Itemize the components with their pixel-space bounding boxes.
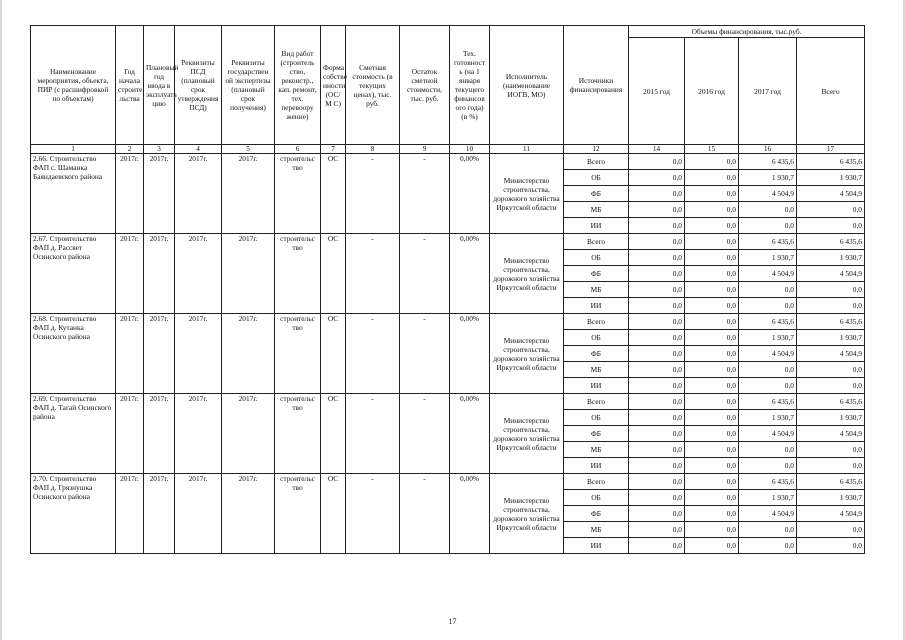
work-type-cell: строительс тво	[275, 234, 321, 314]
start-year-cell: 2017г.	[116, 154, 144, 234]
column-numbers-row	[31, 145, 865, 154]
column-number: 12	[564, 145, 629, 154]
value-2015-cell: 0,0	[629, 298, 685, 314]
value-2017-cell: 6 435,6	[739, 234, 797, 250]
work-type-cell: строительс тво	[275, 314, 321, 394]
value-2016-cell: 0,0	[685, 266, 739, 282]
funding-table	[30, 25, 865, 554]
value-2017-cell: 0,0	[739, 202, 797, 218]
table-row	[31, 394, 865, 410]
funding-source-cell: ФБ	[564, 426, 629, 442]
value-total-cell: 0,0	[797, 522, 865, 538]
object-name: 2.67. Строительство ФАП д. Рассвет Осинского района	[31, 234, 116, 314]
table-row	[31, 314, 865, 330]
funding-source-cell: ИИ	[564, 538, 629, 554]
funding-source-cell: ИИ	[564, 298, 629, 314]
header-executor: Исполнитель (наименование ИОГВ, МО)	[490, 26, 564, 145]
value-2017-cell: 6 435,6	[739, 474, 797, 490]
column-number: 17	[797, 145, 865, 154]
table-row	[31, 474, 865, 490]
value-total-cell: 4 504,9	[797, 506, 865, 522]
readiness-cell: 0,00%	[450, 314, 490, 394]
value-2016-cell: 0,0	[685, 426, 739, 442]
value-total-cell: 0,0	[797, 298, 865, 314]
value-total-cell: 1 930,7	[797, 330, 865, 346]
column-number: 10	[450, 145, 490, 154]
value-2017-cell: 4 504,9	[739, 186, 797, 202]
expertise-cell: 2017г.	[222, 314, 275, 394]
value-2015-cell: 0,0	[629, 202, 685, 218]
executor-cell: Министерство строительства, дорожного хозяйства Иркутской области	[490, 314, 564, 394]
value-2015-cell: 0,0	[629, 458, 685, 474]
funding-source-cell: ОБ	[564, 250, 629, 266]
page-edge-left	[0, 0, 2, 640]
header-name: Наименование мероприятия, объекта, ПИР (с расшифровкой по объектам)	[31, 26, 116, 145]
value-2016-cell: 0,0	[685, 250, 739, 266]
value-total-cell: 6 435,6	[797, 314, 865, 330]
value-2015-cell: 0,0	[629, 346, 685, 362]
column-number: 16	[739, 145, 797, 154]
executor-cell: Министерство строительства, дорожного хозяйства Иркутской области	[490, 474, 564, 554]
funding-source-cell: ИИ	[564, 218, 629, 234]
value-2016-cell: 0,0	[685, 202, 739, 218]
value-2017-cell: 0,0	[739, 282, 797, 298]
header-remainder: Остаток сметной стоимости, тыс. руб.	[400, 26, 450, 145]
value-2015-cell: 0,0	[629, 394, 685, 410]
header-sources: Источники финансирования	[564, 26, 629, 145]
funding-source-cell: Всего	[564, 474, 629, 490]
funding-source-cell: Всего	[564, 314, 629, 330]
value-2015-cell: 0,0	[629, 250, 685, 266]
column-number: 4	[175, 145, 222, 154]
header-start-year: Год начала строите льства	[116, 26, 144, 145]
value-total-cell: 1 930,7	[797, 250, 865, 266]
value-2015-cell: 0,0	[629, 186, 685, 202]
executor-cell: Министерство строительства, дорожного хозяйства Иркутской области	[490, 234, 564, 314]
executor-cell: Министерство строительства, дорожного хозяйства Иркутской области	[490, 154, 564, 234]
header-psd: Реквизиты ПСД (плановый срок утверждения ПСД)	[175, 26, 222, 145]
header-funding-group: Объемы финансирования, тыс.руб.	[629, 26, 865, 38]
readiness-cell: 0,00%	[450, 154, 490, 234]
value-2016-cell: 0,0	[685, 218, 739, 234]
value-2017-cell: 6 435,6	[739, 314, 797, 330]
value-2015-cell: 0,0	[629, 522, 685, 538]
funding-source-cell: МБ	[564, 442, 629, 458]
psd-cell: 2017г.	[175, 394, 222, 474]
object-name: 2.69. Строительство ФАП д. Тагай Осинского района	[31, 394, 116, 474]
value-2016-cell: 0,0	[685, 474, 739, 490]
value-2015-cell: 0,0	[629, 410, 685, 426]
column-number: 11	[490, 145, 564, 154]
header-total: Всего	[797, 38, 865, 145]
value-total-cell: 0,0	[797, 282, 865, 298]
expertise-cell: 2017г.	[222, 234, 275, 314]
funding-source-cell: Всего	[564, 154, 629, 170]
psd-cell: 2017г.	[175, 314, 222, 394]
funding-source-cell: ФБ	[564, 186, 629, 202]
funding-source-cell: ОБ	[564, 170, 629, 186]
header-ownership: Форма собстве нности (ОС/М С)	[321, 26, 346, 145]
ownership-cell: ОС	[321, 154, 346, 234]
value-total-cell: 0,0	[797, 362, 865, 378]
value-2016-cell: 0,0	[685, 442, 739, 458]
value-2015-cell: 0,0	[629, 282, 685, 298]
value-total-cell: 0,0	[797, 218, 865, 234]
value-total-cell: 0,0	[797, 378, 865, 394]
value-2017-cell: 4 504,9	[739, 426, 797, 442]
ownership-cell: ОС	[321, 394, 346, 474]
table-row	[31, 154, 865, 170]
value-2017-cell: 0,0	[739, 458, 797, 474]
estimate-cell: -	[346, 234, 400, 314]
funding-source-cell: МБ	[564, 362, 629, 378]
value-2017-cell: 0,0	[739, 378, 797, 394]
commission-year-cell: 2017г.	[144, 394, 175, 474]
value-2015-cell: 0,0	[629, 474, 685, 490]
value-2015-cell: 0,0	[629, 538, 685, 554]
readiness-cell: 0,00%	[450, 234, 490, 314]
value-2017-cell: 0,0	[739, 218, 797, 234]
value-2016-cell: 0,0	[685, 298, 739, 314]
psd-cell: 2017г.	[175, 234, 222, 314]
expertise-cell: 2017г.	[222, 154, 275, 234]
value-2015-cell: 0,0	[629, 442, 685, 458]
expertise-cell: 2017г.	[222, 394, 275, 474]
value-total-cell: 6 435,6	[797, 394, 865, 410]
funding-source-cell: ИИ	[564, 378, 629, 394]
value-2017-cell: 0,0	[739, 442, 797, 458]
header-readiness: Тех. готовност ь (на 1 января текущего финансов ого года) (в %)	[450, 26, 490, 145]
value-2016-cell: 0,0	[685, 490, 739, 506]
remainder-cell: -	[400, 234, 450, 314]
value-2015-cell: 0,0	[629, 378, 685, 394]
value-total-cell: 6 435,6	[797, 474, 865, 490]
commission-year-cell: 2017г.	[144, 154, 175, 234]
value-2017-cell: 0,0	[739, 298, 797, 314]
header-2015: 2015 год	[629, 38, 685, 145]
column-number: 5	[222, 145, 275, 154]
value-2016-cell: 0,0	[685, 506, 739, 522]
value-2015-cell: 0,0	[629, 506, 685, 522]
value-2017-cell: 1 930,7	[739, 490, 797, 506]
work-type-cell: строительс тво	[275, 474, 321, 554]
estimate-cell: -	[346, 394, 400, 474]
value-2015-cell: 0,0	[629, 362, 685, 378]
psd-cell: 2017г.	[175, 474, 222, 554]
estimate-cell: -	[346, 154, 400, 234]
ownership-cell: ОС	[321, 234, 346, 314]
value-2017-cell: 1 930,7	[739, 410, 797, 426]
value-total-cell: 0,0	[797, 202, 865, 218]
value-2015-cell: 0,0	[629, 426, 685, 442]
column-number: 9	[400, 145, 450, 154]
remainder-cell: -	[400, 314, 450, 394]
value-2016-cell: 0,0	[685, 154, 739, 170]
value-2016-cell: 0,0	[685, 522, 739, 538]
column-number: 6	[275, 145, 321, 154]
value-2016-cell: 0,0	[685, 394, 739, 410]
value-2017-cell: 4 504,9	[739, 346, 797, 362]
value-2016-cell: 0,0	[685, 170, 739, 186]
value-total-cell: 1 930,7	[797, 410, 865, 426]
readiness-cell: 0,00%	[450, 474, 490, 554]
value-2017-cell: 0,0	[739, 362, 797, 378]
value-2016-cell: 0,0	[685, 330, 739, 346]
value-2017-cell: 1 930,7	[739, 250, 797, 266]
value-2015-cell: 0,0	[629, 490, 685, 506]
value-total-cell: 6 435,6	[797, 154, 865, 170]
header-2017: 2017 год	[739, 38, 797, 145]
value-2017-cell: 6 435,6	[739, 394, 797, 410]
value-2016-cell: 0,0	[685, 314, 739, 330]
remainder-cell: -	[400, 474, 450, 554]
value-2015-cell: 0,0	[629, 234, 685, 250]
psd-cell: 2017г.	[175, 154, 222, 234]
value-2015-cell: 0,0	[629, 154, 685, 170]
header-work-type: Вид работ (строитель ство, реконстр., кап. ремонт, тех. перевоору жение)	[275, 26, 321, 145]
value-total-cell: 4 504,9	[797, 266, 865, 282]
value-2017-cell: 6 435,6	[739, 154, 797, 170]
value-2015-cell: 0,0	[629, 330, 685, 346]
column-number: 14	[629, 145, 685, 154]
value-2016-cell: 0,0	[685, 538, 739, 554]
funding-source-cell: МБ	[564, 522, 629, 538]
table-row	[31, 234, 865, 250]
value-2017-cell: 1 930,7	[739, 170, 797, 186]
column-number: 1	[31, 145, 116, 154]
value-total-cell: 0,0	[797, 442, 865, 458]
column-number: 15	[685, 145, 739, 154]
funding-source-cell: Всего	[564, 234, 629, 250]
value-2017-cell: 0,0	[739, 538, 797, 554]
header-2016: 2016 год	[685, 38, 739, 145]
value-2015-cell: 0,0	[629, 266, 685, 282]
table-body	[31, 154, 865, 554]
column-number: 2	[116, 145, 144, 154]
ownership-cell: ОС	[321, 474, 346, 554]
value-2017-cell: 0,0	[739, 522, 797, 538]
remainder-cell: -	[400, 394, 450, 474]
estimate-cell: -	[346, 314, 400, 394]
funding-source-cell: ОБ	[564, 410, 629, 426]
expertise-cell: 2017г.	[222, 474, 275, 554]
column-number: 3	[144, 145, 175, 154]
funding-source-cell: Всего	[564, 394, 629, 410]
column-number: 7	[321, 145, 346, 154]
start-year-cell: 2017г.	[116, 234, 144, 314]
value-2016-cell: 0,0	[685, 458, 739, 474]
value-total-cell: 6 435,6	[797, 234, 865, 250]
funding-source-cell: ОБ	[564, 330, 629, 346]
value-2015-cell: 0,0	[629, 218, 685, 234]
value-2015-cell: 0,0	[629, 170, 685, 186]
value-2016-cell: 0,0	[685, 378, 739, 394]
funding-source-cell: ФБ	[564, 266, 629, 282]
value-2016-cell: 0,0	[685, 362, 739, 378]
start-year-cell: 2017г.	[116, 394, 144, 474]
commission-year-cell: 2017г.	[144, 314, 175, 394]
ownership-cell: ОС	[321, 314, 346, 394]
value-total-cell: 0,0	[797, 458, 865, 474]
value-total-cell: 0,0	[797, 538, 865, 554]
value-total-cell: 1 930,7	[797, 490, 865, 506]
funding-source-cell: ОБ	[564, 490, 629, 506]
remainder-cell: -	[400, 154, 450, 234]
funding-source-cell: ФБ	[564, 506, 629, 522]
value-2016-cell: 0,0	[685, 282, 739, 298]
value-2017-cell: 4 504,9	[739, 506, 797, 522]
start-year-cell: 2017г.	[116, 314, 144, 394]
header-estimate: Сметная стоимость (в текущих ценах), тыс. руб.	[346, 26, 400, 145]
column-number: 8	[346, 145, 400, 154]
executor-cell: Министерство строительства, дорожного хозяйства Иркутской области	[490, 394, 564, 474]
value-total-cell: 1 930,7	[797, 170, 865, 186]
value-2016-cell: 0,0	[685, 410, 739, 426]
start-year-cell: 2017г.	[116, 474, 144, 554]
commission-year-cell: 2017г.	[144, 234, 175, 314]
value-2015-cell: 0,0	[629, 314, 685, 330]
value-2016-cell: 0,0	[685, 234, 739, 250]
funding-source-cell: ФБ	[564, 346, 629, 362]
object-name: 2.70. Строительство ФАП д. Грязнушка Осинского района	[31, 474, 116, 554]
work-type-cell: строительс тво	[275, 154, 321, 234]
header-commission-year: Плановый год ввода в эксплуата цию	[144, 26, 175, 145]
value-total-cell: 4 504,9	[797, 346, 865, 362]
funding-source-cell: МБ	[564, 282, 629, 298]
value-total-cell: 4 504,9	[797, 186, 865, 202]
page-number: 17	[448, 617, 457, 626]
value-2016-cell: 0,0	[685, 186, 739, 202]
header-expertise: Реквизиты государствен ой экспертизы (плановый срок получения)	[222, 26, 275, 145]
funding-source-cell: ИИ	[564, 458, 629, 474]
table-header	[31, 26, 865, 154]
estimate-cell: -	[346, 474, 400, 554]
value-2017-cell: 1 930,7	[739, 330, 797, 346]
commission-year-cell: 2017г.	[144, 474, 175, 554]
object-name: 2.66. Строительство ФАП с. Шаманка Баяндаевского района	[31, 154, 116, 234]
value-2017-cell: 4 504,9	[739, 266, 797, 282]
object-name: 2.68. Строительство ФАП д. Кутанка Осинского района	[31, 314, 116, 394]
value-total-cell: 4 504,9	[797, 426, 865, 442]
readiness-cell: 0,00%	[450, 394, 490, 474]
work-type-cell: строительс тво	[275, 394, 321, 474]
funding-source-cell: МБ	[564, 202, 629, 218]
value-2016-cell: 0,0	[685, 346, 739, 362]
